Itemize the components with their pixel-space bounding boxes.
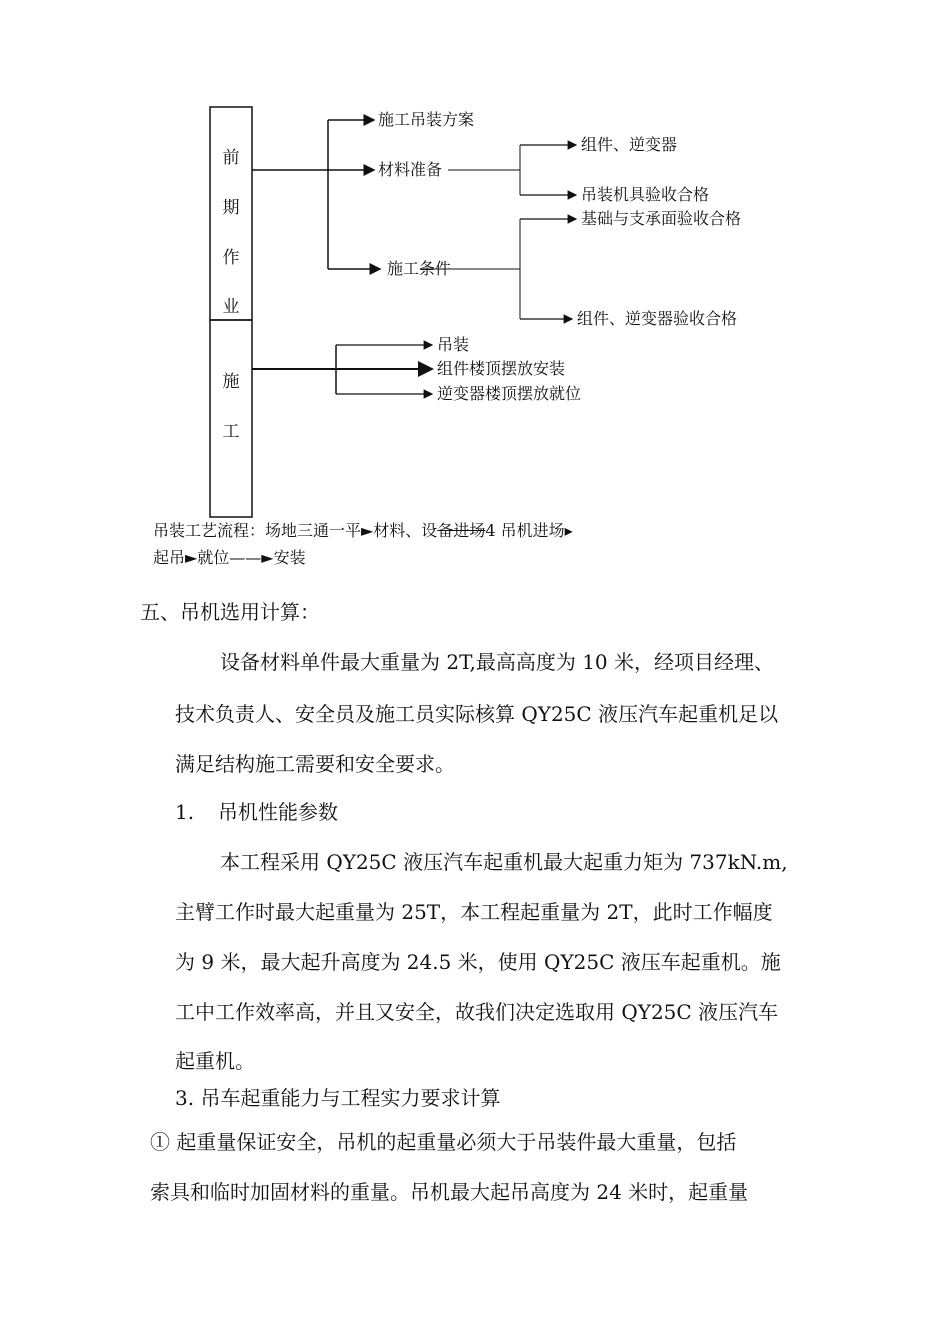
flow-caption-line1 [153,520,573,542]
conditions-sub2-label: 组件、逆变器验收合格 [577,309,738,328]
phase2-char-2: 工 [222,422,240,442]
flowchart-lines [0,0,950,600]
caption-strikethrough: 备进场 [437,521,486,540]
para1-line3: 满足结构施工需要和安全要求。 [175,752,455,776]
para3-line1: ① 起重量保证安全，吊机的起重量必须大于吊装件最大重量，包括 [150,1130,737,1154]
subheading-1-number: 1. [175,800,195,824]
para1-line1: 设备材料单件最大重量为 2T,最高高度为 10 米，经项目经理、 [220,650,775,674]
flow-caption-line2: 起吊►就位——►安装 [153,548,306,567]
caption-part-b: 4 吊机进场▸ [485,521,573,540]
material-sub1-label: 组件、逆变器 [581,135,678,154]
phase1-char-4: 业 [222,297,240,317]
para2-line3: 为 9 米，最大起升高度为 24.5 米，使用 QY25C 液压车起重机。施 [175,950,781,974]
para2-line4: 工中工作效率高，并且又安全，故我们决定选取用 QY25C 液压汽车 [175,1000,779,1024]
construction-step-3: 逆变器楼顶摆放就位 [437,384,582,403]
phase1-char-2: 期 [222,198,240,218]
branch-plan-label: 施工吊装方案 [378,110,475,129]
branch-material-label: 材料准备 [378,160,443,179]
branch-conditions-label: 施工条件 [387,259,452,278]
material-sub2-label: 吊装机具验收合格 [581,185,710,204]
para2-line1: 本工程采用 QY25C 液压汽车起重机最大起重力矩为 737kN.m, [220,850,788,874]
para1-line2: 技术负责人、安全员及施工员实际核算 QY25C 液压汽车起重机足以 [175,702,779,726]
conditions-sub1-label: 基础与支承面验收合格 [581,209,742,228]
phase2-char-1: 施 [222,372,240,392]
subheading-1-title: 吊机性能参数 [218,800,338,824]
para2-line2: 主臂工作时最大起重量为 25T，本工程起重量为 2T，此时工作幅度 [175,900,773,924]
para2-line5: 起重机。 [175,1049,255,1073]
para3-line2: 索具和临时加固材料的重量。吊机最大起吊高度为 24 米时，起重量 [150,1180,749,1204]
section-heading: 五、吊机选用计算： [140,600,320,624]
process-flowchart [0,0,950,600]
construction-step-1: 吊装 [437,335,470,354]
phase1-char-3: 作 [222,248,240,268]
subheading-3: 3. 吊车起重能力与工程实力要求计算 [175,1086,501,1110]
phase1-char-1: 前 [222,148,240,168]
caption-part-a: 吊装工艺流程：场地三通一平►材料、设 [153,521,438,540]
construction-step-2: 组件楼顶摆放安装 [437,359,566,378]
